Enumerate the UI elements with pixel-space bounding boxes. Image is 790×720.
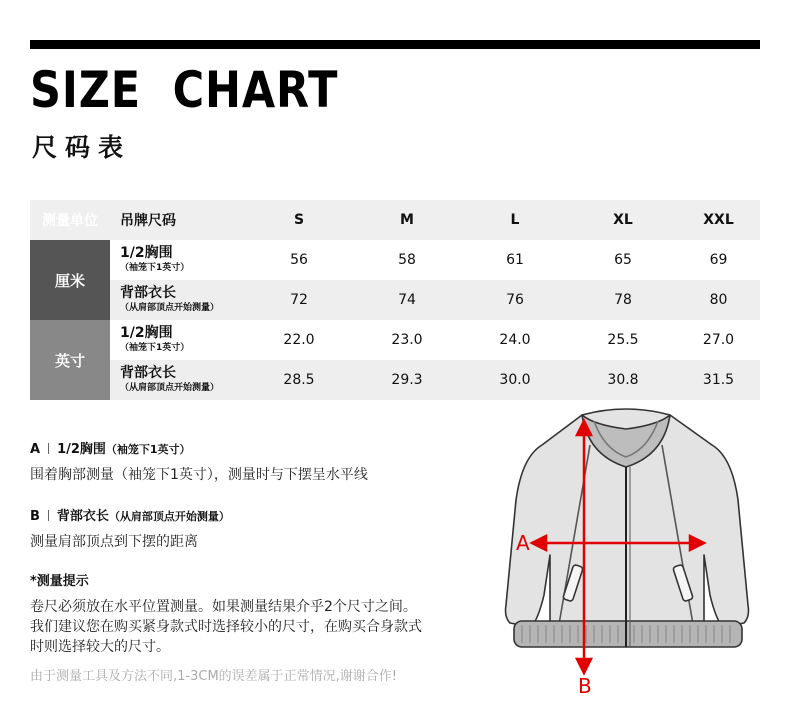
- table-row: [30, 240, 760, 280]
- size-table: [30, 200, 760, 400]
- tip-line: 我们建议您在购买紧身款式时选择较小的尺寸，在购买合身款式: [30, 619, 422, 635]
- table-cell: 72: [245, 280, 353, 320]
- unit-label-inch: 英寸: [30, 320, 110, 400]
- note-a-letter: A: [30, 442, 41, 457]
- table-cell: 65: [614, 252, 632, 268]
- table-cell: 78: [569, 280, 677, 320]
- measure-name: 背部衣长: [120, 364, 176, 381]
- label-a: A: [516, 531, 530, 555]
- table-cell: 74: [353, 280, 461, 320]
- jacket-diagram: [498, 405, 758, 705]
- table-cell: 61: [506, 252, 524, 268]
- tip-line: 时则选择较大的尺寸。: [30, 639, 170, 655]
- note-a-sub: （袖笼下1英寸）: [105, 443, 191, 456]
- table-cell: 25.5: [607, 332, 639, 348]
- page-title: SIZE CHART: [30, 61, 339, 119]
- measure-name: 背部衣长: [120, 284, 176, 301]
- tag-size-header: 吊牌尺码: [110, 200, 245, 240]
- table-cell: 76: [461, 280, 569, 320]
- table-cell: 31.5: [677, 360, 760, 400]
- table-cell: 22.0: [283, 332, 315, 348]
- table-cell: 69: [709, 252, 728, 268]
- tip-line: 卷尺必须放在水平位置测量。如果测量结果介乎2个尺寸之间。: [30, 599, 417, 615]
- divider: [48, 443, 49, 454]
- top-rule: [30, 40, 760, 49]
- disclaimer: 由于测量工具及方法不同,1-3CM的误差属于正常情况,谢谢合作!: [30, 669, 398, 684]
- table-cell: 23.0: [391, 332, 423, 348]
- measure-label: [110, 360, 245, 400]
- measure-name: 1/2胸围: [120, 244, 173, 261]
- note-a-title: 1/2胸围: [57, 442, 106, 457]
- unit-header: 测量单位: [30, 200, 110, 240]
- measure-label: [110, 280, 245, 320]
- measure-label: [110, 320, 245, 360]
- size-header: S: [245, 200, 353, 240]
- note-b-heading: [30, 505, 230, 524]
- note-a-desc: 围着胸部测量（袖笼下1英寸），测量时与下摆呈水平线: [30, 467, 368, 483]
- table-cell: 58: [398, 252, 416, 268]
- tip-text: [30, 597, 422, 657]
- table-cell: 29.3: [353, 360, 461, 400]
- page-subtitle: 尺码表: [32, 133, 132, 162]
- table-cell: 56: [290, 252, 308, 268]
- note-a-heading: [30, 438, 191, 457]
- table-cell: 30.8: [569, 360, 677, 400]
- note-b-sub: （从肩部顶点开始测量）: [108, 510, 230, 523]
- table-row: [30, 360, 760, 400]
- table-cell: 28.5: [245, 360, 353, 400]
- measure-label: [110, 240, 245, 280]
- table-cell: 24.0: [499, 332, 531, 348]
- size-header: XXL: [677, 200, 760, 240]
- size-header: XL: [569, 200, 677, 240]
- label-b: B: [578, 674, 592, 698]
- measure-note: （袖笼下1英寸）: [120, 342, 190, 353]
- size-header: M: [353, 200, 461, 240]
- note-b-desc: 测量肩部顶点到下摆的距离: [30, 534, 198, 550]
- measure-name: 1/2胸围: [120, 324, 173, 341]
- table-cell: 80: [677, 280, 760, 320]
- size-header: L: [461, 200, 569, 240]
- unit-label-cm: 厘米: [30, 240, 110, 320]
- table-header-row: [30, 200, 760, 240]
- tip-title: *测量提示: [30, 574, 89, 589]
- measure-note: （从肩部顶点开始测量）: [120, 382, 220, 393]
- table-row: [30, 280, 760, 320]
- measure-note: （从肩部顶点开始测量）: [120, 302, 220, 313]
- note-b-title: 背部衣长: [56, 509, 109, 524]
- table-cell: 27.0: [702, 332, 735, 348]
- measure-note: （袖笼下1英寸）: [120, 262, 190, 273]
- note-b-letter: B: [30, 509, 40, 524]
- divider: [48, 510, 49, 521]
- jacket-illustration: [506, 409, 749, 647]
- table-cell: 30.0: [461, 360, 569, 400]
- table-row: [30, 320, 760, 360]
